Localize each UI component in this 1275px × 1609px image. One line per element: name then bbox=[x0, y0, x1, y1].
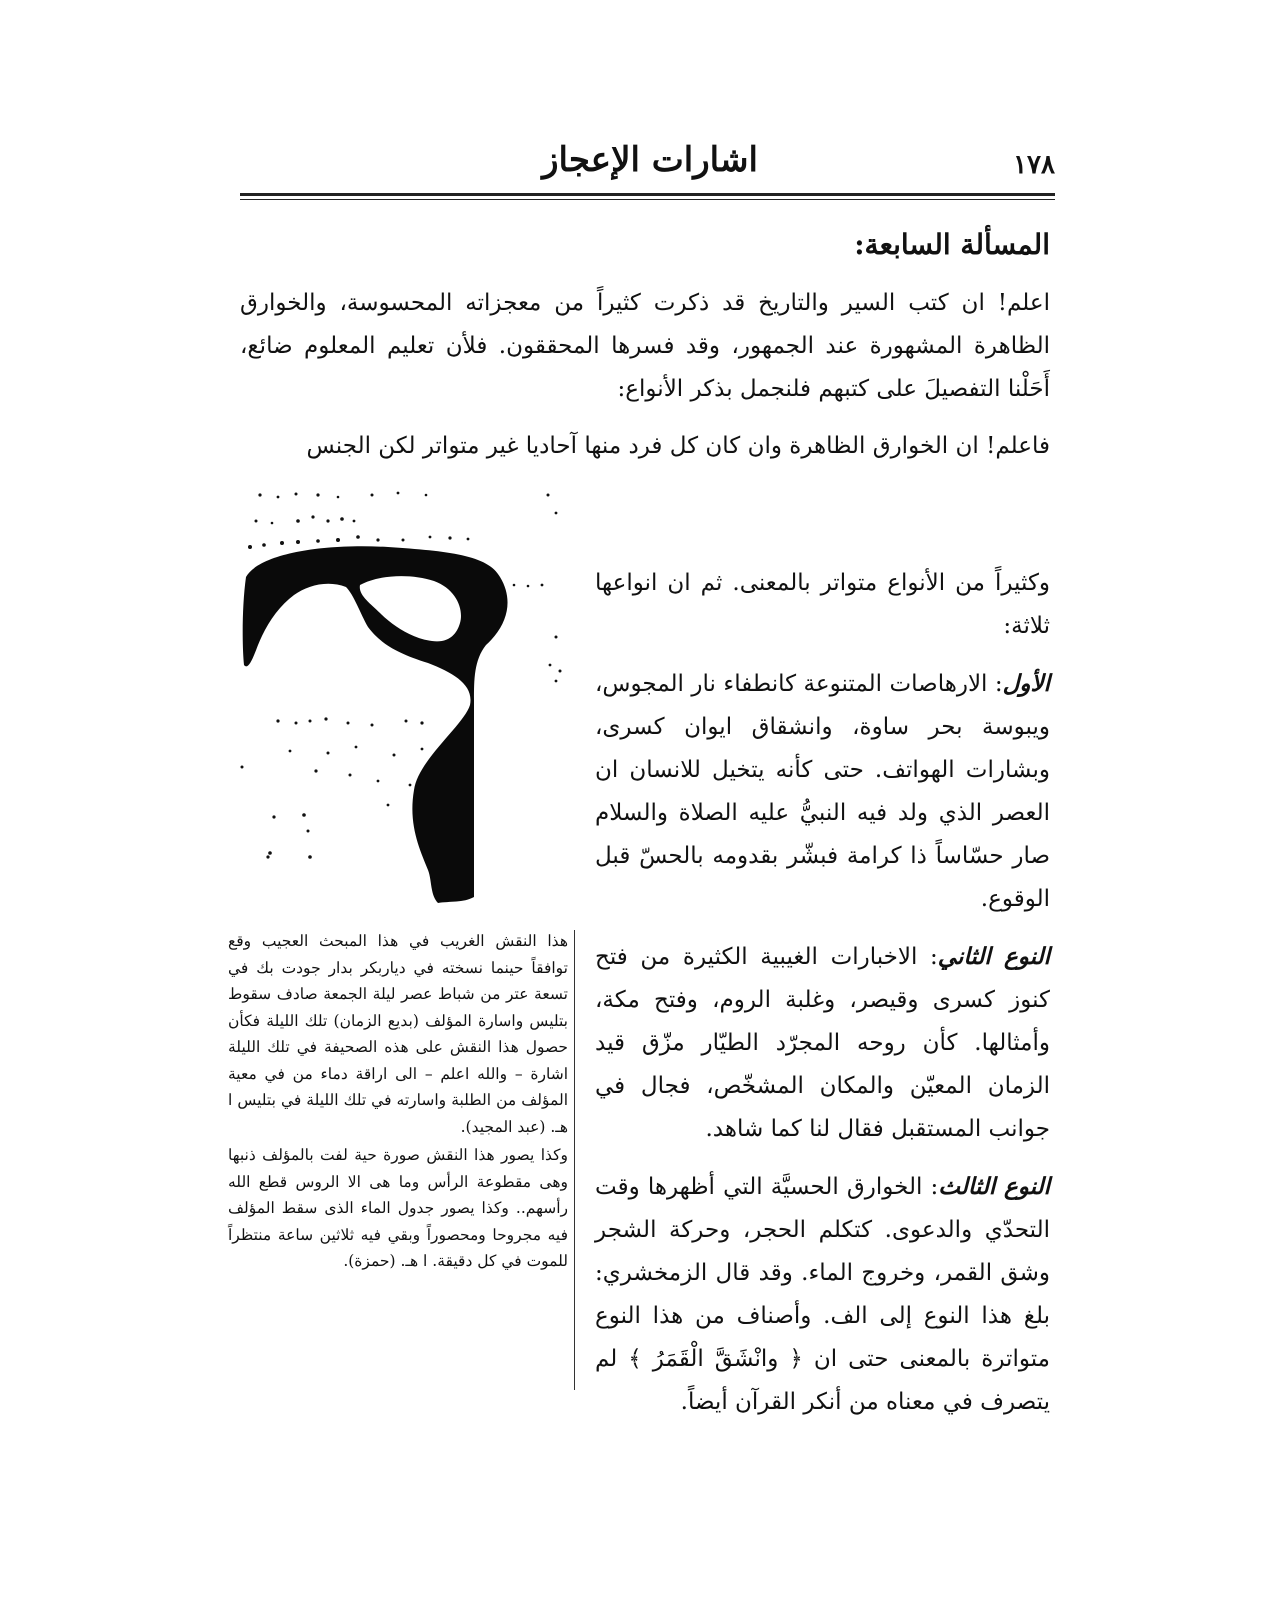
lead-in-paragraph: وكثيراً من الأنواع متواتر بالمعنى. ثم ان انواعها ثلاثة: bbox=[595, 570, 1050, 639]
item-text: : الخوارق الحسيَّة التي أظهرها وقت التحدّي والدعوى. كتكلم الحجر، وحركة الشجر وشق القمر، وخروج الماء. وقد قال الزمخشري: بلغ هذا النوع إلى الف. وأصناف من هذا النوع متواترة بالمعنى حتى ان ﴿ وانْشَقَّ الْقَمَرُ ﴾ لم يتصرف في معناه من أنكر القرآن أيضاً. bbox=[595, 1174, 1050, 1415]
footnote: هذا النقش الغريب في هذا المبحث العجيب وقع توافقاً حينما نسخته في دياربكر بدار جودت بك في تسعة عتر من شباط عصر ليلة الجمعة صادف سقوط بتليس واسارة المؤلف (بديع الزمان) تلك الليلة فكأن حصول هذا النقش على هذه الصحيفة في تلك الليلة اشارة – والله اعلم – الى اراقة دماء من في معية المؤلف من الطلبة واسارته في تلك الليلة في بتليس ا هـ. (عبد المجيد). bbox=[228, 932, 568, 1136]
intro-paragraphs bbox=[240, 282, 1050, 482]
ink-blot-image bbox=[238, 485, 573, 905]
speckle-dots bbox=[241, 492, 562, 859]
paragraph: فاعلم! ان الخوارق الظاهرة وان كان كل فرد منها آحاديا غير متواتر لكن الجنس bbox=[306, 433, 1050, 459]
section-heading: المسألة السابعة: bbox=[854, 228, 1050, 261]
header-rule-thin bbox=[240, 199, 1055, 200]
header-rule bbox=[240, 193, 1055, 196]
list-item bbox=[595, 935, 1050, 1151]
footnote: وكذا يصور هذا النقش صورة حية لفت بالمؤلف ذنبها وهى مقطوعة الرأس وما هى الا الروس قطع الله رأسهم.. وكذا يصور جدول الماء الذى سقط المؤلف فيه مجروحا ومحصوراً وبقي فيه ثلاثين ساعة منتظراً للموت في كل دقيقة. ا هـ. (حمزة). bbox=[228, 1146, 568, 1270]
item-text: : الارهاصات المتنوعة كانطفاء نار المجوس، ويبوسة بحر ساوة، وانشقاق ايوان كسرى، وبشارات الهواتف. حتى كأنه يتخيل للانسان ان العصر الذي ولد فيه النبيُّ عليه الصلاة والسلام صار حسّاساً ذا كرامة فبشّر بقدومه بالحسّ قبل الوقوع. bbox=[595, 671, 1050, 912]
item-term: النوع الثالث bbox=[938, 1173, 1050, 1200]
running-title: اشارات الإعجاز bbox=[542, 140, 758, 180]
item-text: : الاخبارات الغيبية الكثيرة من فتح كنوز كسرى وقيصر، وغلبة الروم، وفتح مكة، وأمثالها. كأن روحه المجرّد الطيّار مزّق قيد الزمان المعيّن والمكان المشخّص، فجال في جوانب المستقبل فقال لنا كما شاهد. bbox=[595, 944, 1050, 1142]
paragraph: اعلم! ان كتب السير والتاريخ قد ذكرت كثيراً من معجزاته المحسوسة، والخوارق الظاهرة المشهورة عند الجمهور، وقد فسرها المحققون. فلأن تعليم المعلوم ضائع، أَحَلْنا التفصيلَ على كتبهم فلنجمل بذكر الأنواع: bbox=[240, 290, 1050, 402]
list-item bbox=[595, 1165, 1050, 1424]
column-divider bbox=[574, 930, 575, 1390]
item-term: الأول bbox=[1002, 670, 1050, 697]
item-term: النوع الثاني bbox=[937, 943, 1051, 970]
footnotes bbox=[228, 928, 568, 1277]
page-number: ١٧٨ bbox=[1013, 150, 1055, 180]
right-column bbox=[595, 562, 1050, 1438]
list-item bbox=[595, 662, 1050, 921]
ink-figure bbox=[238, 485, 573, 905]
